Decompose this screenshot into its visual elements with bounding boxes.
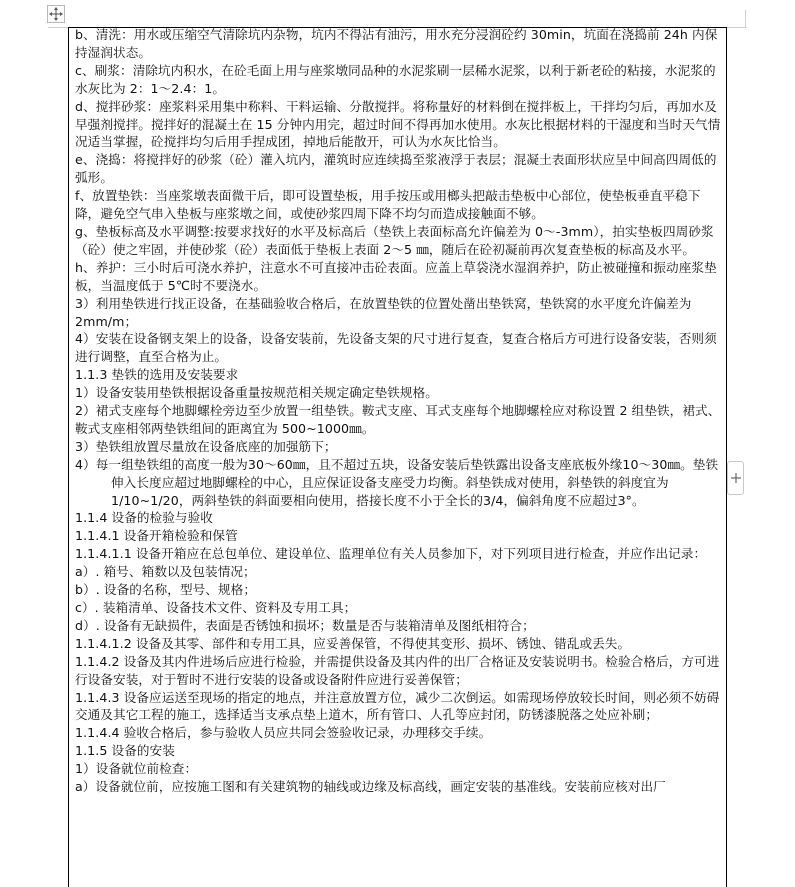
paragraph: g、垫板标高及水平调整:按要求找好的水平及标高后（垫铁上表面标高允许偏差为 0～-3mm），拍实垫板四周砂浆（砼）使之牢固，并使砂浆（砼）表面低于垫板上表面 2～5 ㎜，随后在砼初凝前再次复查垫板的标高及水平。 <box>75 223 714 257</box>
section-heading: 1.1.3 垫铁的选用及安装要求 <box>75 367 239 383</box>
paragraph: 1.1.4.2 设备及其内件进场后应进行检验，并需提供设备及其内件的出厂合格证及安装说明书。检验合格后，方可进行设备安装，对于暂时不进行安装的设备或设备附件应进行妥善保管； <box>75 653 720 687</box>
paragraph: 2）裙式支座每个地脚螺栓旁边至少放置一组垫铁。鞍式支座、耳式支座每个地脚螺栓应对称设置 2 组垫铁，裙式、鞍式支座相邻两垫铁组间的距离宜为 500~1000㎜。 <box>75 403 721 436</box>
section-heading: 1.1.5 设备的安装 <box>75 743 175 759</box>
paragraph: b、清洗：用水或压缩空气清除坑内杂物，坑内不得沾有油污，用水充分浸润砼约 30min，坑面在浇捣前 24h 内保持湿润状态。 <box>75 27 718 60</box>
paragraph: 1.1.4.1.2 设备及其零、部件和专用工具，应妥善保管，不得使其变形、损坏、锈蚀、错乱或丢失。 <box>75 635 631 651</box>
paragraph: 4）每一组垫铁组的高度一般为30～60㎜，且不超过五块，设备安装后垫铁露出设备支座底板外缘10～30㎜。垫铁伸入长度应超过地脚螺栓的中心，且应保证设备支座受力均衡。斜垫铁成对使用，斜垫铁的斜度宜为1/10~1/20，两斜垫铁的斜面要相向使用，搭接长度不小于全长的3/4，偏斜角度不应超过3°。 <box>75 456 719 508</box>
paragraph: 1.1.4.3 设备应运送至现场的指定的地点，并注意放置方位，减少二次倒运。如需现场停放较长时间，则必须不妨碍交通及其它工程的施工，选择适当支承点垫上道木，所有管口、人孔等应封闭，防锈漆脱落之处应补刷； <box>75 689 720 723</box>
paragraph: a）设备就位前，应按施工图和有关建筑物的轴线或边缘及标高线，画定安装的基准线。安装前应核对出厂 <box>75 779 666 795</box>
paragraph: 4）安装在设备钢支架上的设备，设备安装前，先设备支架的尺寸进行复查，复查合格后方可进行设备安装，否则须进行调整，直至合格为止。 <box>75 331 717 365</box>
list-item: d）. 设备有无缺损件，表面是否锈蚀和损坏；数量是否与装箱清单及图纸相符合； <box>75 617 535 633</box>
page-corner-mark <box>727 27 747 28</box>
paragraph: 3）利用垫铁进行找正设备，在基础验收合格后，在放置垫铁的位置处凿出垫铁窝，垫铁窝的水平度允许偏差为 2mm/m； <box>75 295 692 329</box>
paragraph: c、刷浆：清除坑内积水，在砼毛面上用与座浆墩同品种的水泥浆刷一层稀水泥浆，以利于新老砼的粘接，水泥浆的水灰比为 2：1～2.4：1。 <box>75 62 716 96</box>
paragraph: h、养护：三小时后可浇水养护，注意水不可直接冲击砼表面。应盖上草袋浇水湿润养护，防止被碰撞和振动座浆垫板，当温度低于 5℃时不要浇水。 <box>75 259 717 293</box>
list-item: c）. 装箱清单、设备技术文件、资料及专用工具； <box>75 600 357 615</box>
paragraph: e、浇捣：将搅拌好的砂浆（砼）灌入坑内，灌筑时应连续捣至浆液浮于表层；混凝土表面形状应呈中间高四周低的弧形。 <box>75 152 717 186</box>
table-move-handle[interactable] <box>47 5 65 23</box>
paragraph: 1）设备就位前检查： <box>75 761 198 777</box>
plus-icon <box>731 473 741 483</box>
paragraph: 1.1.4.1.1 设备开箱应在总包单位、建设单位、监理单位有关人员参加下，对下列项目进行检查，并应作出记录： <box>75 546 707 562</box>
list-item: a）. 箱号、箱数以及包装情况； <box>75 564 256 580</box>
paragraph: 3）垫铁组放置尽量放在设备底座的加强筋下； <box>75 438 337 454</box>
page-corner-mark <box>48 27 68 28</box>
paragraph: d、搅拌砂浆：座浆料采用集中称料、干料运输、分散搅拌。将称量好的材料倒在搅拌板上，干拌均匀后，再加水及早强剂搅拌。搅拌好的混凝土在 15 分钟内用完，超过时间不得再加水使用。水灰比根据材料的干湿度和当时天气情况适当掌握，砼搅拌均匀后用手捏成团，掉地后能散开，可认为水灰比恰当。 <box>75 98 721 150</box>
section-heading: 1.1.4.1 设备开箱检验和保管 <box>75 528 238 544</box>
document-body[interactable] <box>75 26 721 796</box>
add-row-button[interactable] <box>727 461 744 495</box>
move-arrows-icon <box>48 6 64 22</box>
list-item: b）. 设备的名称，型号、规格； <box>75 582 256 598</box>
paragraph: 1.1.4.4 验收合格后，参与验收人员应共同会签验收记录，办理移交手续。 <box>75 725 492 741</box>
section-heading: 1.1.4 设备的检验与验收 <box>75 510 213 526</box>
paragraph: f、放置垫铁：当座浆墩表面微干后，即可设置垫板，用手按压或用榔头把敲击垫板中心部位，使垫板垂直平稳下降，避免空气串入垫板与座浆墩之间，或使砂浆四周下降不均匀而造成接触面不够。 <box>75 188 701 222</box>
page-corner-mark <box>745 10 746 27</box>
paragraph: 1）设备安装用垫铁根据设备重量按规范相关规定确定垫铁规格。 <box>75 385 438 401</box>
